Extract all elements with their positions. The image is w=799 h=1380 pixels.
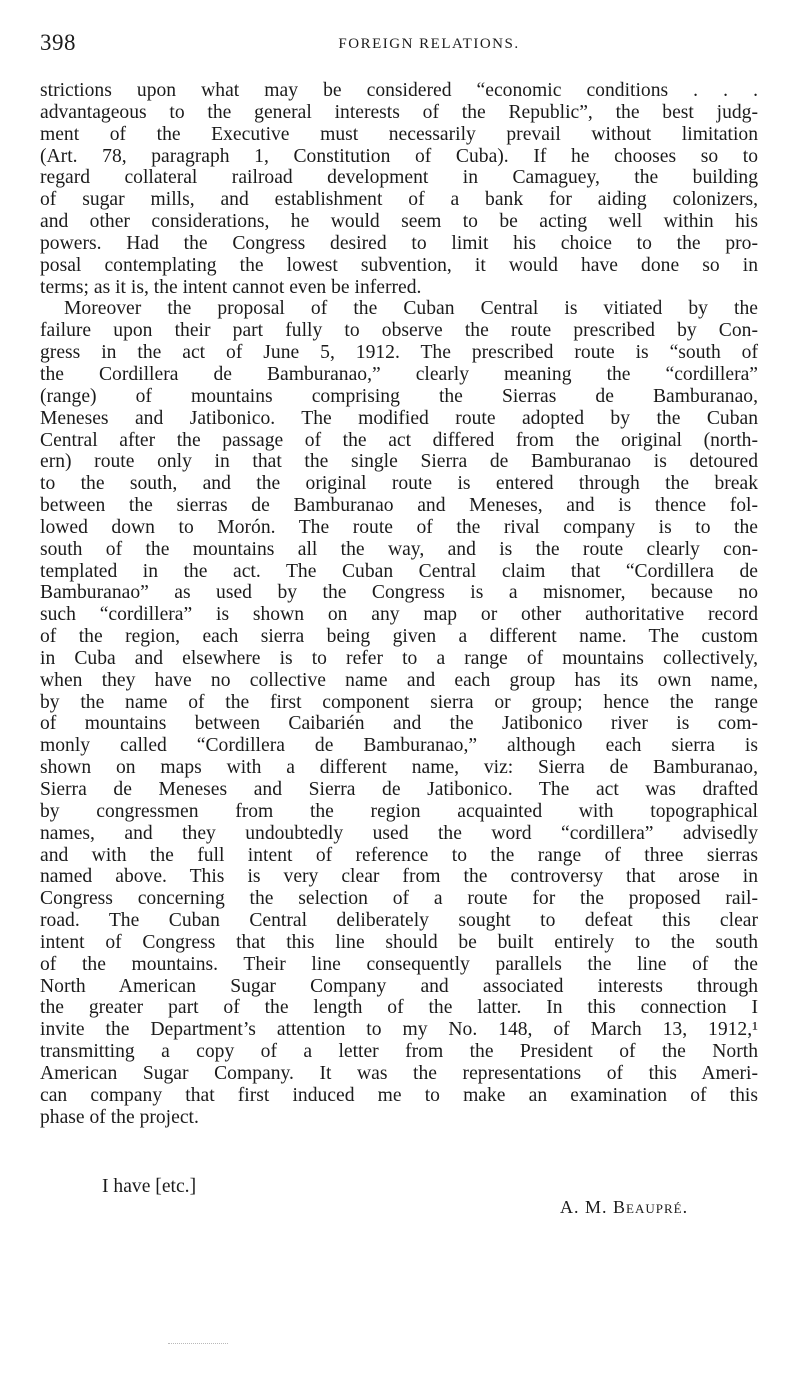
text-line: Bamburanao” as used by the Congress is a misnomer, because no xyxy=(40,582,758,604)
text-line: Congress concerning the selection of a route for the proposed rail- xyxy=(40,888,758,910)
text-line: names, and they undoubtedly used the word “cordillera” advisedly xyxy=(40,822,758,844)
text-line: named above. This is very clear from the controversy that arose in xyxy=(40,866,758,888)
signature xyxy=(560,1196,688,1218)
text-line: invite the Department’s attention to my No. 148, of March 13, 1912,¹ xyxy=(40,1019,758,1041)
running-head xyxy=(40,30,758,60)
text-line: by the name of the first component sierra or group; hence the range xyxy=(40,691,758,713)
text-line: the greater part of the length of the latter. In this connection I xyxy=(40,997,758,1019)
text-line: such “cordillera” is shown on any map or other authoritative record xyxy=(40,604,758,626)
text-line: gress in the act of June 5, 1912. The prescribed route is “south of xyxy=(40,342,758,364)
text-line: in Cuba and elsewhere is to refer to a range of mountains collectively, xyxy=(40,647,758,669)
text-line: of sugar mills, and establishment of a bank for aiding colonizers, xyxy=(40,189,758,211)
signature-name: A. M. Beaupré. xyxy=(560,1197,689,1217)
text-line: failure upon their part fully to observe the route prescribed by Con- xyxy=(40,320,758,342)
running-title: FOREIGN RELATIONS. xyxy=(338,36,520,52)
text-line: advantageous to the general interests of the Republic”, the best judg- xyxy=(40,101,758,123)
text-line: lowed down to Morón. The route of the rival company is to the xyxy=(40,516,758,538)
text-line: (Art. 78, paragraph 1, Constitution of Cuba). If he chooses so to xyxy=(40,145,758,167)
body-text xyxy=(40,80,758,1129)
text-line: Central after the passage of the act differed from the original (north- xyxy=(40,429,758,451)
text-line: regard collateral railroad development in Camaguey, the building xyxy=(40,167,758,189)
text-line: transmitting a copy of a letter from the President of the North xyxy=(40,1041,758,1063)
text-line: North American Sugar Company and associated interests through xyxy=(40,975,758,997)
text-line: (range) of mountains comprising the Sierras de Bamburanao, xyxy=(40,385,758,407)
text-line: south of the mountains all the way, and is the route clearly con- xyxy=(40,538,758,560)
text-line: monly called “Cordillera de Bamburanao,” although each sierra is xyxy=(40,735,758,757)
text-line: posal contemplating the lowest subvention, it would have done so in xyxy=(40,254,758,276)
text-line: and with the full intent of reference to the range of three sierras xyxy=(40,844,758,866)
text-line: of the region, each sierra being given a different name. The custom xyxy=(40,626,758,648)
text-line: between the sierras de Bamburanao and Meneses, and is thence fol- xyxy=(40,495,758,517)
text-line: powers. Had the Congress desired to limit his choice to the pro- xyxy=(40,232,758,254)
text-line: templated in the act. The Cuban Central claim that “Cordillera de xyxy=(40,560,758,582)
page-number: 398 xyxy=(40,30,76,55)
closing-formula: I have [etc.] xyxy=(102,1176,197,1197)
text-line: ment of the Executive must necessarily prevail without limitation xyxy=(40,123,758,145)
paragraph-last-line: phase of the project. xyxy=(40,1106,199,1128)
text-line: to the south, and the original route is entered through the break xyxy=(40,473,758,495)
text-line: shown on maps with a different name, viz: Sierra de Bamburanao, xyxy=(40,757,758,779)
text-line: strictions upon what may be considered “economic conditions . . . xyxy=(40,80,758,101)
text-line: when they have no collective name and each group has its own name, xyxy=(40,669,758,691)
text-line: the Cordillera de Bamburanao,” clearly meaning the “cordillera” xyxy=(40,363,758,385)
text-line: road. The Cuban Central deliberately sought to defeat this clear xyxy=(40,910,758,932)
text-line: ern) route only in that the single Sierra de Bamburanao is detoured xyxy=(40,451,758,473)
text-line: of the mountains. Their line consequently parallels the line of the xyxy=(40,953,758,975)
text-line: intent of Congress that this line should be built entirely to the south xyxy=(40,931,758,953)
text-line: American Sugar Company. It was the representations of this Ameri- xyxy=(40,1062,758,1084)
paragraph-last-line: terms; as it is, the intent cannot even be inferred. xyxy=(40,276,422,298)
text-line: of mountains between Caibarién and the Jatibonico river is com- xyxy=(40,713,758,735)
text-line: can company that first induced me to make an examination of this xyxy=(40,1084,758,1106)
text-line: Meneses and Jatibonico. The modified route adopted by the Cuban xyxy=(40,407,758,429)
paragraph-first-line: Moreover the proposal of the Cuban Central is vitiated by the xyxy=(64,298,758,320)
text-line: and other considerations, he would seem to be acting well within his xyxy=(40,211,758,233)
print-smudge xyxy=(168,1343,228,1346)
text-line: by congressmen from the region acquainted with topographical xyxy=(40,800,758,822)
text-line: Sierra de Meneses and Sierra de Jatibonico. The act was drafted xyxy=(40,779,758,800)
